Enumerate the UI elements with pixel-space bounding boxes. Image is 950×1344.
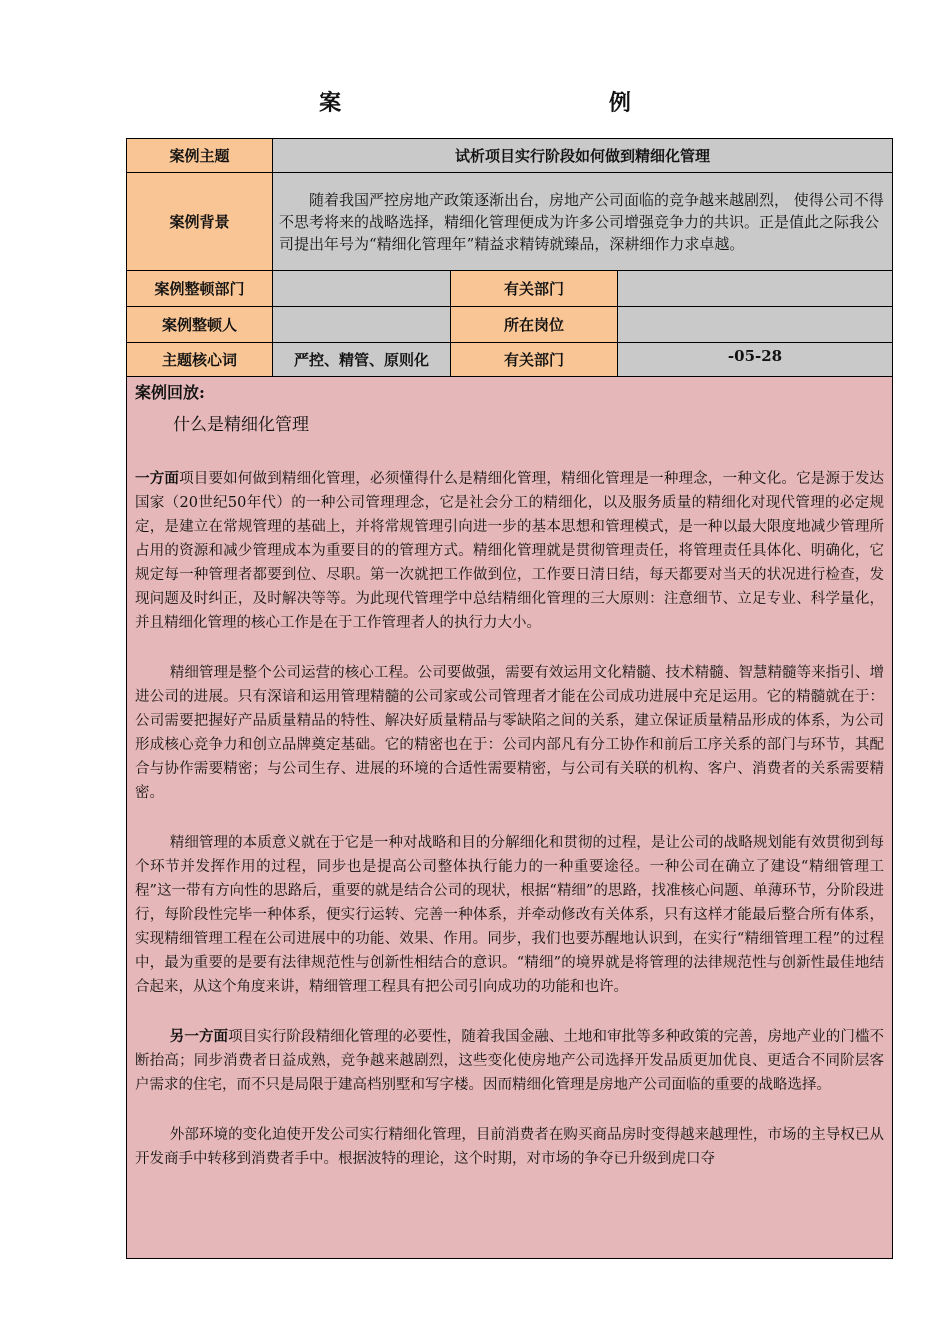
review-heading: 案例回放: bbox=[135, 383, 205, 402]
person-label: 案例整顿人 bbox=[127, 307, 273, 343]
paragraph-1-lead: 一方面 bbox=[135, 470, 180, 487]
subject-label: 案例主题 bbox=[127, 139, 273, 173]
background-label: 案例背景 bbox=[127, 173, 273, 271]
case-table bbox=[126, 138, 893, 1259]
review-subheading: 什么是精细化管理 bbox=[173, 415, 309, 435]
paragraph-3: 精细管理的本质意义就在于它是一种对战略和目的分解细化和贯彻的过程，是让公司的战略规划能有效贯彻到每个环节并发挥作用的过程，同步也是提高公司整体执行能力的一种重要途径。一种公司在确立了建设“精细管理工程”这一带有方向性的思路后，重要的就是结合公司的现状，根据“精细”的思路，找准核心问题、单薄环节，分阶段进行，每阶段性完毕一种体系，便实行运转、完善一种体系，并牵动修改有关体系，只有这样才能最后整合所有体系，实现精细管理工程在公司进展中的功能、效果、作用。同步，我们也要苏醒地认识到，在实行“精细管理工程”的过程中，最为重要的是要有法律规范性与创新性相结合的意识。“精细”的境界就是将管理的法律规范性与创新性最佳地结合起来，从这个角度来讲，精细管理工程具有把公司引向成功的功能和也许。 bbox=[135, 835, 885, 995]
paragraph-5: 外部环境的变化迫使开发公司实行精细化管理，目前消费者在购买商品房时变得越来越理性，市场的主导权已从开发商手中转移到消费者手中。根据波特的理论，这个时期，对市场的争夺已升级到虎口夺 bbox=[135, 1127, 885, 1167]
paragraph-4-text: 项目实行阶段精细化管理的必要性，随着我国金融、土地和审批等多种政策的完善，房地产业的门槛不断抬高；同步消费者日益成熟，竞争越来越剧烈，这些变化使房地产公司选择开发品质更加优良、更适合不同阶层客户需求的住宅，而不只是局限于建高档别墅和写字楼。因而精细化管理是房地产公司面临的重要的战略选择。 bbox=[135, 1029, 885, 1093]
dept-value bbox=[273, 271, 451, 307]
subject-value: 试析项目实行阶段如何做到精细化管理 bbox=[273, 139, 893, 173]
keyword-label: 主题核心词 bbox=[127, 343, 273, 377]
keyword-value: 严控、精管、原则化 bbox=[273, 343, 451, 377]
paragraph-4-lead: 另一方面 bbox=[169, 1028, 229, 1045]
background-value: 随着我国严控房地产政策逐渐出台，房地产公司面临的竞争越来越剧烈， 使得公司不得不思考将来的战略选择，精细化管理便成为许多公司增强竞争力的共识。正是值此之际我公司提出年号为“精细化管理年”精益求精铸就臻品，深耕细作力求卓越。 bbox=[273, 173, 893, 271]
person-value bbox=[273, 307, 451, 343]
paragraph-4 bbox=[135, 1025, 884, 1097]
date-value: -05-28 bbox=[618, 343, 893, 377]
dept-label: 案例整顿部门 bbox=[127, 271, 273, 307]
paragraph-1 bbox=[135, 467, 884, 635]
paragraph-2: 精细管理是整个公司运营的核心工程。公司要做强，需要有效运用文化精髓、技术精髓、智慧精髓等来指引、增进公司的进展。只有深谙和运用管理精髓的公司家或公司管理者才能在公司成功进展中充足运用。它的精髓就在于：公司需要把握好产品质量精品的特性、解决好质量精品与零缺陷之间的关系，建立保证质量精品形成的体系，为公司形成核心竞争力和创立品牌奠定基础。它的精密也在于：公司内部凡有分工协作和前后工序关系的部门与环节，其配合与协作需要精密；与公司生存、进展的环境的合适性需要精密，与公司有关联的机构、客户、消费者的关系需要精密。 bbox=[135, 665, 885, 801]
position-value bbox=[618, 307, 893, 343]
related-dept-value bbox=[618, 271, 893, 307]
related-dept-label: 有关部门 bbox=[451, 271, 618, 307]
document-title: 案 例 bbox=[319, 90, 761, 116]
position-label: 所在岗位 bbox=[451, 307, 618, 343]
paragraph-1-text: 项目要如何做到精细化管理，必须懂得什么是精细化管理，精细化管理是一种理念，一种文化。它是源于发达国家（20世纪50年代）的一种公司管理理念，它是社会分工的精细化，以及服务质量的精细化对现代管理的必定规定，是建立在常规管理的基础上，并将常规管理引向进一步的基本思想和管理模式，是一种以最大限度地减少管理所占用的资源和减少管理成本为重要目的的管理方式。精细化管理就是贯彻管理责任，将管理责任具体化、明确化，它规定每一种管理者都要到位、尽职。第一次就把工作做到位，工作要日清日结，每天都要对当天的状况进行检查，发现问题及时纠正，及时解决等等。为此现代管理学中总结精细化管理的三大原则：注意细节、立足专业、科学量化，并且精细化管理的核心工作是在于工作管理者人的执行力大小。 bbox=[135, 471, 885, 631]
related-dept-label-2: 有关部门 bbox=[451, 343, 618, 377]
case-review-section bbox=[127, 377, 893, 1259]
